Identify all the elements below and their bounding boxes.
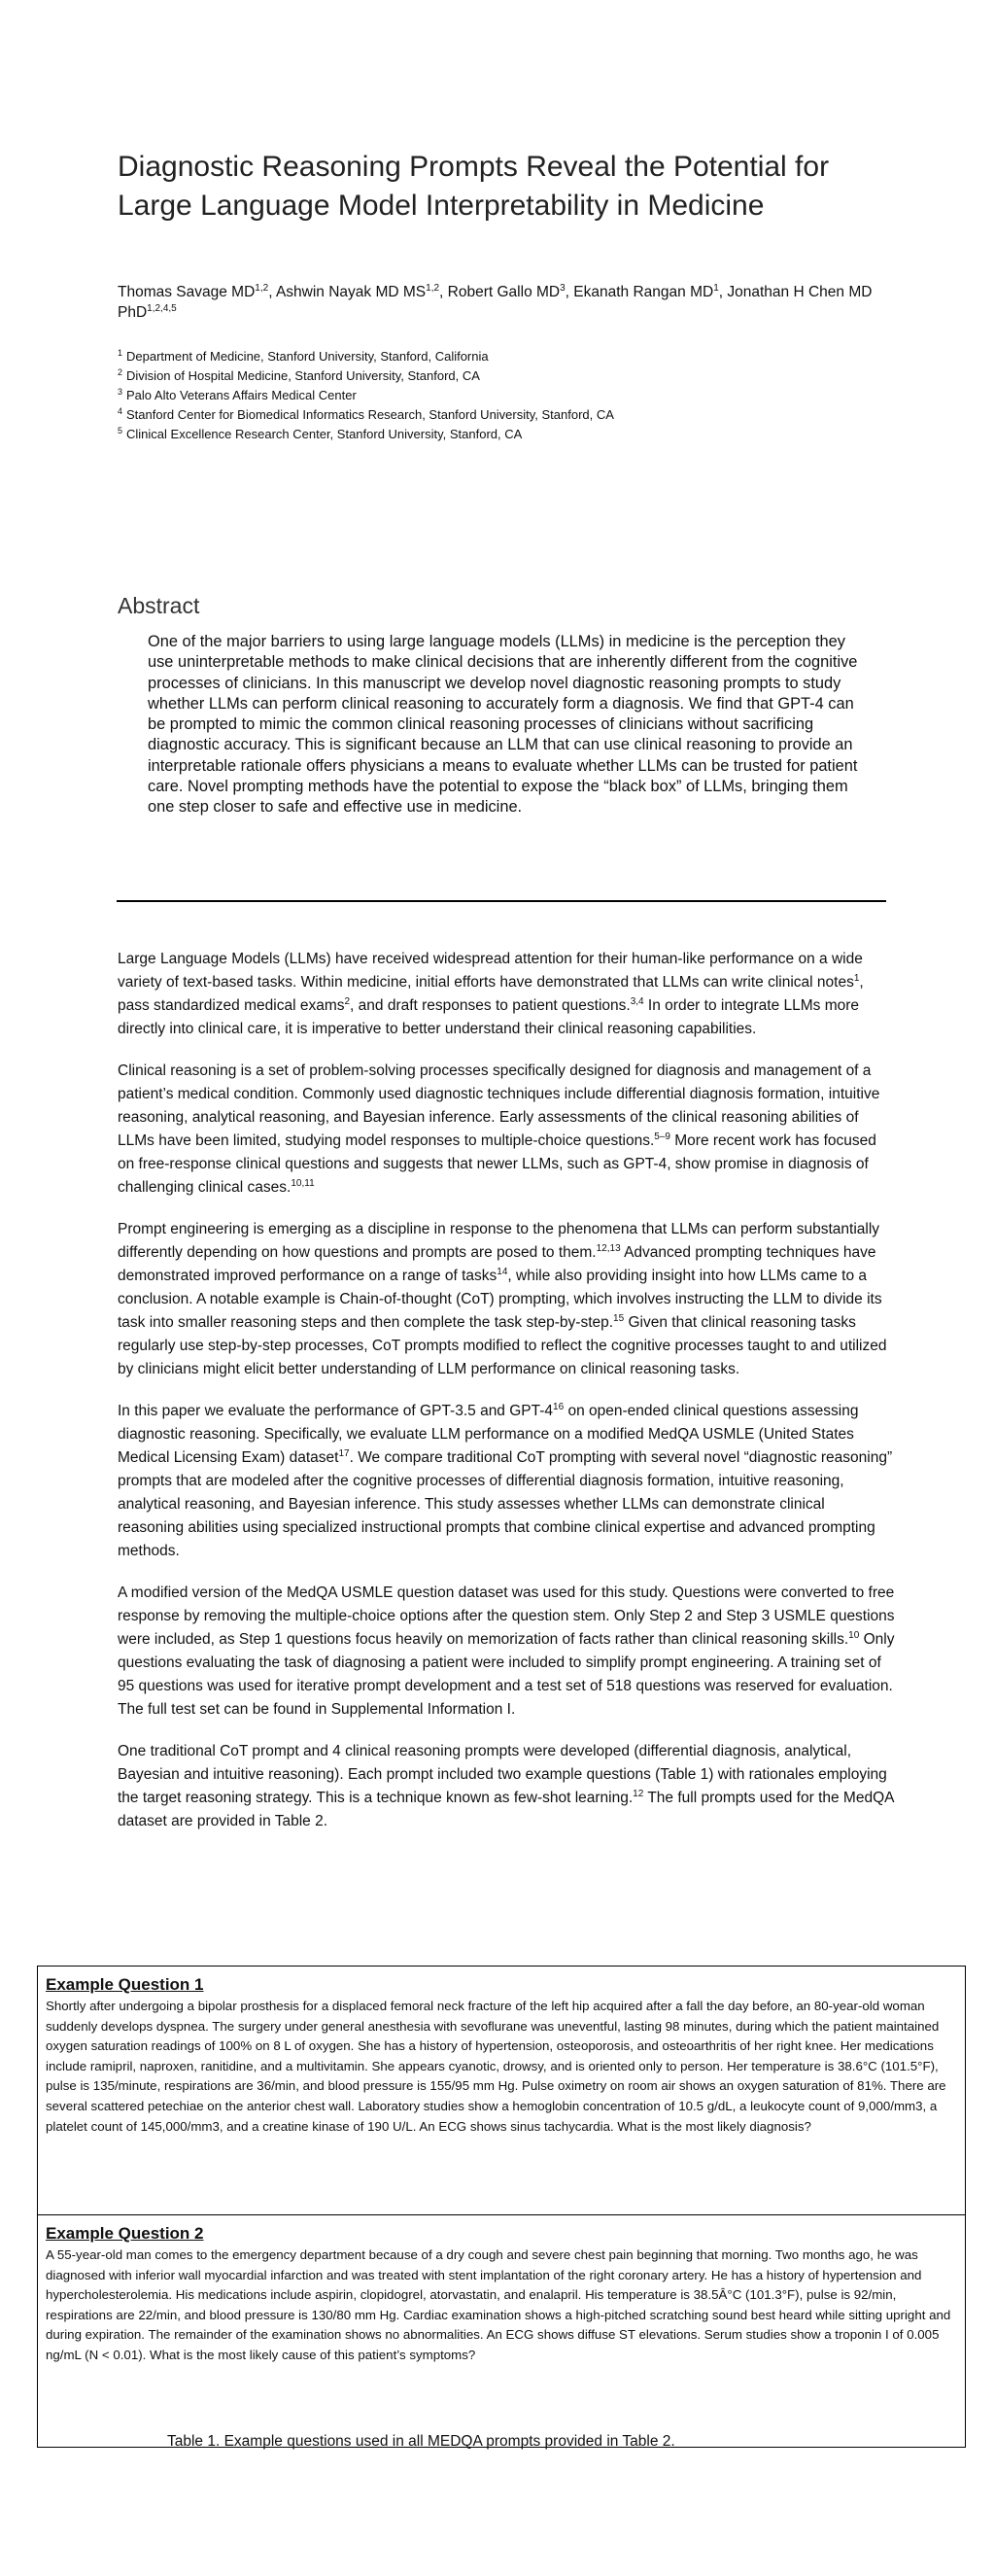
example-text: A 55-year-old man comes to the emergency department because of a dry cough and severe chest pain beginning that morning. Two months ago, he was diagnosed with inferior wall myocardial infarction and was treated with stent implantation of the right coronary artery. He has a history of hypertension and hypercholesterolemia. His medications include aspirin, clopidogrel, atorvastatin, and enalapril. His temperature is 38.5Â°C (101.3°F), pulse is 92/min, respirations are 22/min, and blood pressure is 130/80 mm Hg. Cardiac examination shows a high-pitched scratching sound best heard while sitting upright and during expiration. The remainder of the examination shows no abnormalities. An ECG shows diffuse ST elevations. Serum studies show a troponin I of 0.005 ng/mL (N < 0.01). What is the most likely cause of this patient’s symptoms? [46,2247,951,2362]
table-caption: Table 1. Example questions used in all MEDQA prompts provided in Table 2. [167,2433,675,2450]
example-question-2 [38,2214,965,2447]
citation: 3,4 [630,995,644,1007]
text-run: Given that clinical reasoning tasks regularly use step-by-step processes, CoT prompts modified to reflect the cognitive processes taught to and utilized by clinicians might elicit better understanding of LLM performance on clinical reasoning tasks. [118,1314,887,1377]
citation: 12,13 [596,1242,621,1254]
text-run: In this paper we evaluate the performance of GPT-3.5 and GPT-4 [118,1403,554,1419]
example-question-1 [38,1967,965,2214]
text-run: Clinical reasoning is a set of problem-solving processes specifically designed for diagnosis and management of a patient’s medical condition. Commonly used diagnostic techniques include differential diagnosis formation, intuitive reasoning, analytical reasoning, and Bayesian inference. Early assessments of the clinical reasoning abilities of LLMs have been limited, studying model responses to multiple-choice questions. [118,1062,880,1149]
abstract-heading: Abstract [118,593,200,618]
example-heading: Example Question 1 [46,1975,204,1994]
text-run: One traditional CoT prompt and 4 clinical reasoning prompts were developed (differential diagnosis, analytical, Bayesian and intuitive reasoning). Each prompt included two example questions (Table 1) with rationales employing the target reasoning strategy. This is a technique known as few-shot learning. [118,1743,887,1806]
example-heading: Example Question 2 [46,2224,204,2243]
affiliation: $^2$ Division of Hospital Medicine, Stanford University, Stanford, CA [118,366,480,383]
citation: 1 [853,972,860,984]
body-paragraph [118,1060,895,1200]
text-run: , while also providing insight into how LLMs came to a conclusion. A notable example is Chain-of-thought (CoT) prompting, which involves instructing the LLM to divide its task into smaller reasoning steps and then complete the task step-by-step. [118,1268,882,1331]
body-paragraph [118,948,895,1041]
citation: 15 [613,1312,625,1324]
text-run: A modified version of the MedQA USMLE question dataset was used for this study. Questions were converted to free response by removing the multiple-choice options after the question stem. Only Step 2 and Step 3 USMLE questions were included, as Step 1 questions focus heavily on memorization of facts rather than clinical reasoning skills. [118,1584,895,1648]
example-text: Shortly after undergoing a bipolar prosthesis for a displaced femoral neck fracture of the left hip acquired after a fall the day before, an 80-year-old woman suddenly develops dyspnea. The surgery under general anesthesia with sevoflurane was uneventful, lasting 98 minutes, during which the patient maintained oxygen saturation readings of 100% on 8 L of oxygen. She has a history of hypertension, osteoporosis, and osteoarthritis of her right knee. Her medications include ramipril, naproxen, ranitidine, and a multivitamin. She appears cyanotic, drowsy, and is oriented only to person. Her temperature is 38.6°C (101.5°F), pulse is 135/minute, respirations are 36/min, and blood pressure is 155/95 mm Hg. Pulse oximetry on room air shows an oxygen saturation of 81%. There are several scattered petechiae on the anterior chest wall. Laboratory studies show a hemoglobin concentration of 10.5 g/dL, a leukocyte count of 9,000/mm3, a platelet count of 145,000/mm3, and a creatine kinase of 190 U/L. An ECG shows sinus tachycardia. What is the most likely diagnosis? [46,1999,946,2134]
author: Thomas Savage MD$^{1,2}$, [118,282,276,300]
text-run: More recent work has focused on free-response clinical questions and suggests that newer LLMs, such as GPT-4, show promise in diagnosis of challenging clinical cases. [118,1132,876,1196]
author: Jonathan H Chen MD PhD$^{1,2,4,5}$ [118,284,873,321]
citation: 5–9 [654,1131,670,1142]
author: Ekanath Rangan $MD^1$, [573,282,728,300]
paper-title: Diagnostic Reasoning Prompts Reveal the Potential for Large Language Model Interpretability in Medicine [118,151,830,222]
author: Ashwin Nayak MD MS$^{1,2}$, [275,282,448,300]
author-list [118,282,924,323]
text-run: . We compare traditional CoT prompting with several novel “diagnostic reasoning” prompts that are modeled after the cognitive processes of differential diagnosis formation, intuitive reasoning, analytical reasoning, and Bayesian inference. This study assesses whether LLMs can demonstrate clinical reasoning abilities using specialized instructional prompts that combine clinical expertise and advanced prompting methods. [118,1449,893,1559]
body-text [118,948,895,1852]
citation: 16 [553,1401,565,1412]
text-run: In order to integrate LLMs more directly into clinical care, it is imperative to better understand their clinical reasoning capabilities. [118,997,860,1037]
text-run: The full prompts used for the MedQA dataset are provided in Table 2. [118,1790,894,1829]
author: Robert Gallo $MD^3$, [447,282,574,300]
affiliation: $^4$ Stanford Center for Biomedical Informatics Research, Stanford University, Stanford, CA [118,405,614,422]
text-run: Advanced prompting techniques have demonstrated improved performance on a range of tasks [118,1244,876,1284]
citation: 10,11 [291,1177,315,1189]
text-run: Large Language Models (LLMs) have received widespread attention for their human-like performance on a wide variety of text-based tasks. Within medicine, initial efforts have demonstrated that LLMs can write clinical notes [118,951,863,991]
affiliation: $^1$ Department of Medicine, Stanford University, Stanford, California [118,347,489,364]
text-run: Only questions evaluating the task of diagnosing a patient were included to simplify prompt engineering. A training set of 95 questions was used for iterative prompt development and a test set of 518 questions was reserved for evaluation. The full test set can be found in Supplemental Information I. [118,1631,895,1718]
citation: 17 [338,1447,350,1459]
citation: 2 [344,995,351,1007]
body-paragraph [118,1582,895,1722]
citation: 12 [633,1788,644,1799]
body-paragraph [118,1740,895,1833]
affiliation: $^5$ Clinical Excellence Research Center, Stanford University, Stanford, CA [118,425,523,441]
text-run: on open-ended clinical questions assessing diagnostic reasoning. Specifically, we evaluate LLM performance on a modified MedQA USMLE (United States Medical Licensing Exam) dataset [118,1403,859,1466]
section-divider [117,900,886,902]
affiliation-list [118,347,895,444]
text-run: , and draft responses to patient questions. [350,997,631,1014]
body-paragraph [118,1218,895,1381]
citation: 14 [497,1266,508,1277]
affiliation: $^3$ Palo Alto Veterans Affairs Medical Center [118,386,357,402]
abstract-text: One of the major barriers to using large language models (LLMs) in medicine is the perception they use uninterpretable methods to make clinical decisions that are inherently different from the cognitive processes of clinicians. In this manuscript we develop novel diagnostic reasoning prompts to study whether LLMs can perform clinical reasoning to accurately form a diagnosis. We find that GPT-4 can be prompted to mimic the common clinical reasoning processes of clinicians without sacrificing diagnostic accuracy. This is significant because an LLM that can use clinical reasoning to provide an interpretable rationale offers physicians a means to evaluate whether LLMs can be trusted for patient care. Novel prompting methods have the potential to expose the “black box” of LLMs, bringing them one step closer to safe and effective use in medicine. [148,633,858,817]
example-questions-table [37,1966,966,2448]
text-run: Prompt engineering is emerging as a discipline in response to the phenomena that LLMs can perform substantially differently depending on how questions and prompts are posed to them. [118,1221,880,1261]
citation: 10 [848,1629,860,1641]
body-paragraph [118,1400,895,1563]
text-run: , pass standardized medical exams [118,974,864,1014]
